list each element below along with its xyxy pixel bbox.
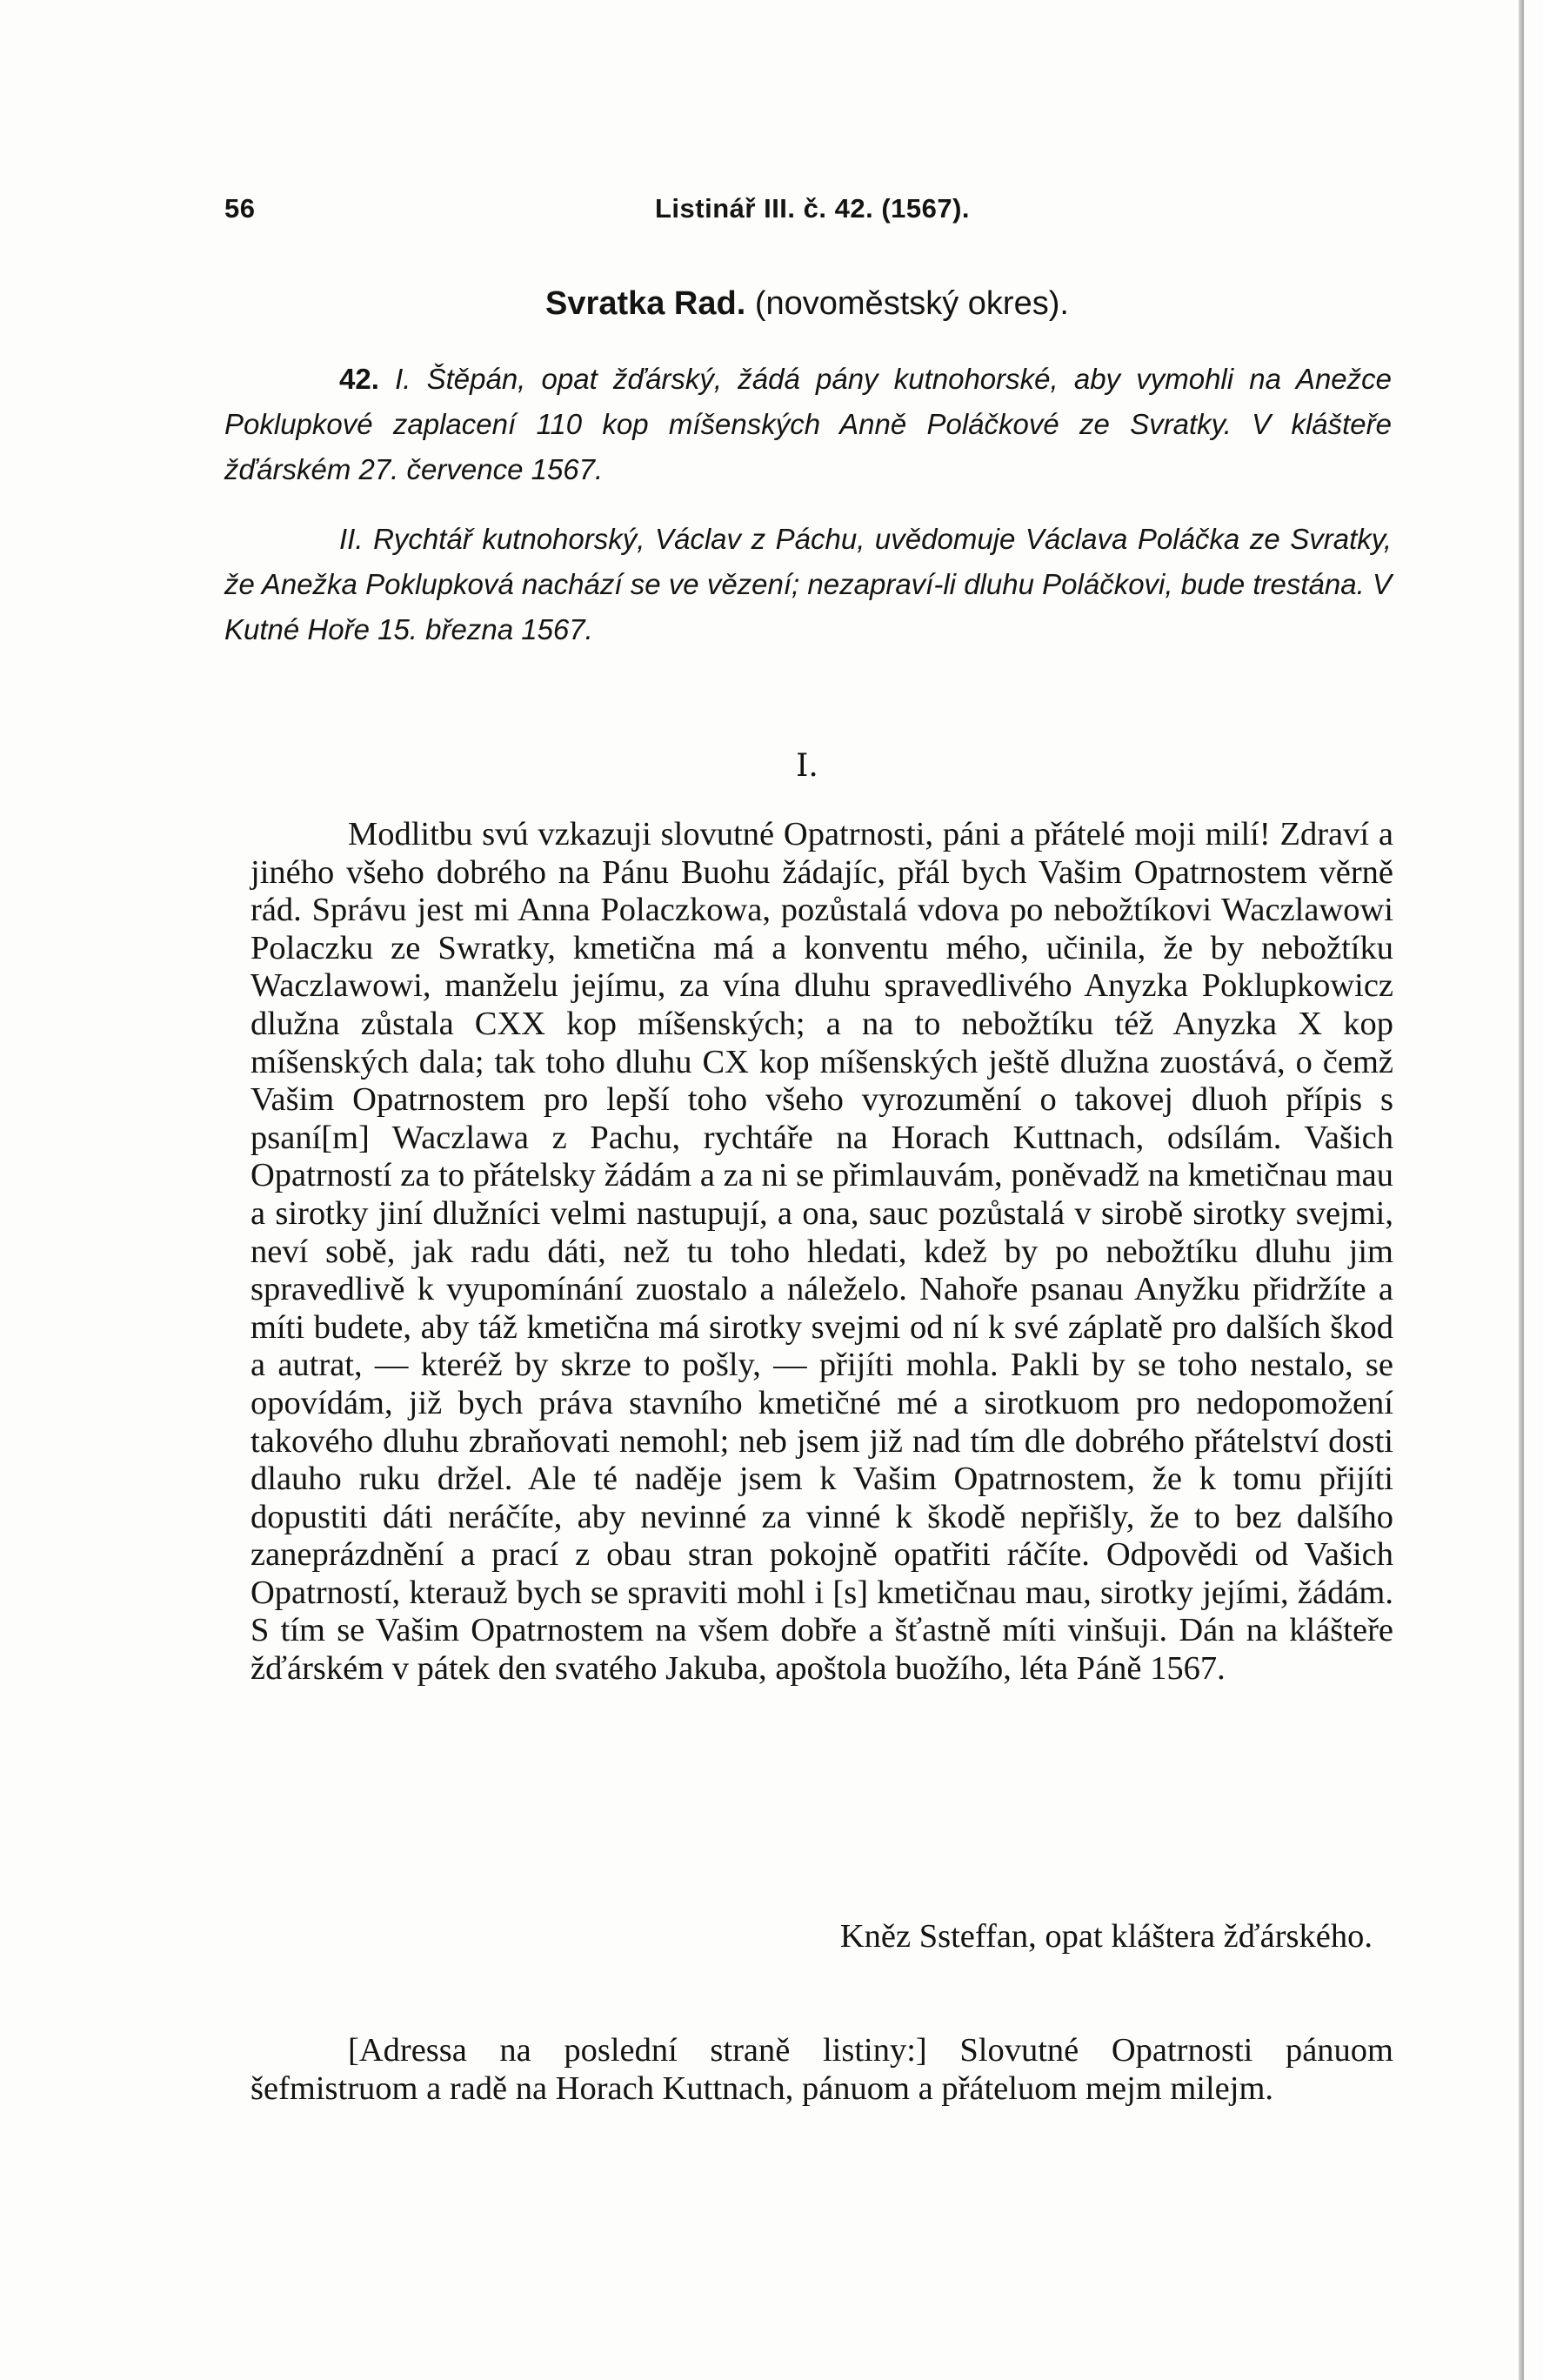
section-title bbox=[224, 285, 1390, 323]
page-number: 56 bbox=[224, 193, 256, 224]
signature: Kněz Ssteffan, opat kláštera žďárského. bbox=[839, 1918, 1373, 1955]
running-head: Listinář III. č. 42. (1567). bbox=[655, 193, 971, 224]
scan-edge-shadow bbox=[1519, 0, 1524, 2380]
regest-2-roman: II. bbox=[339, 523, 364, 555]
address-note: [Adressa na poslední straně listiny:] Slovutné Opatrnosti pánuom šefmistruom a radě na Horach Kuttnach, pánuom a přáteluom mejm milejm. bbox=[250, 2032, 1393, 2107]
letter-body: Modlitbu svú vzkazuji slovutné Opatrnosti, páni a přátelé moji milí! Zdraví a jiného všeho dobrého na Pánu Buohu žádajíc, přál bych Vašim Opatrnostem věrně rád. Správu jest mi Anna Polaczkowa, pozůstalá vdova po nebožtíkovi Waczlawowi Polaczku ze Swratky, kmetična má a konventu mého, učinila, že by nebožtíku Waczlawowi, manželu jejímu, za vína dluhu spravedlivého Anyzka Poklupkowicz dlužna zůstala CXX kop míšenských; a na to nebožtíku též Anyzka X kop míšenských dala; tak toho dluhu CX kop míšenských ještě dlužna zuostává, o čemž Vašim Opatrnostem pro lepší toho všeho vyrozumění o takovej dluoh přípis s psaní[m] Waczlawa z Pachu, rychtáře na Horach Kuttnach, odsílám. Vašich Opatrností za to přátelsky žádám a za ni se přimlauvám, poněvadž na kmetičnau mau a sirotky jiní dlužníci velmi nastupují, a ona, sauc pozůstalá v sirobě sirotky svejmi, neví sobě, jak radu dáti, než tu toho hledati, kdež by po nebožtíku dluhu jim spravedlivě k vyupomínání zuostalo a náleželo. Nahoře psanau Anyžku přidržíte a míti budete, aby táž kmetična má sirotky svejmi od ní k své záplatě pro dalších škod a autrat, — kteréž by skrze to pošly, — přijíti mohla. Pakli by se toho nestalo, se opovídám, již bych práva stavního kmetičné mé a sirotkuom pro nedopomožení takového dluhu zbraňovati nemohl; neb jsem již nad tím dle dobrého přátelství dosti dlauho ruku držel. Ale té naděje jsem k Vašim Opatrnostem, že k tomu přijíti dopustiti dáti neráčíte, aby nevinné za vinné k škodě nepřišly, že to bez dalšího zaneprázdnění a prací z obau stran pokojně opatřiti ráčíte. Odpovědi od Vašich Opatrností, kterauž bych se spraviti mohl i [s] kmetičnau mau, sirotky jejími, žádám. S tím se Vašim Opatrnostem na všem dobře a šťastně míti vinšuji. Dán na klášteře žďárském v pátek den svatého Jakuba, apoštola buožího, léta Páně 1567. bbox=[250, 816, 1393, 1688]
regest-1-roman: I. bbox=[395, 363, 411, 395]
regest-2 bbox=[224, 517, 1392, 652]
page-header bbox=[224, 193, 1390, 245]
document-roman-heading: I. bbox=[796, 748, 818, 784]
regest-2-text: Rychtář kutnohorský, Václav z Páchu, uvědomuje Václava Poláčka ze Svratky, že Anežka Poklupková nachází se ve vězení; nezapraví-li dluhu Poláčkovi, bude trestána. V Kutné Hoře 15. března 1567. bbox=[224, 523, 1392, 645]
regest-1-text: Štěpán, opat žďárský, žádá pány kutnohorské, aby vymohli na Anežce Poklupkové zaplacení 110 kop míšenských Anně Poláčkové ze Svratky. V klášteře žďárském 27. července 1567. bbox=[224, 363, 1393, 485]
section-place: Svratka Rad. bbox=[545, 285, 746, 322]
document-number: 42. bbox=[339, 363, 379, 395]
section-district: (novoměstský okres). bbox=[754, 285, 1069, 322]
regest-1 bbox=[224, 357, 1392, 492]
